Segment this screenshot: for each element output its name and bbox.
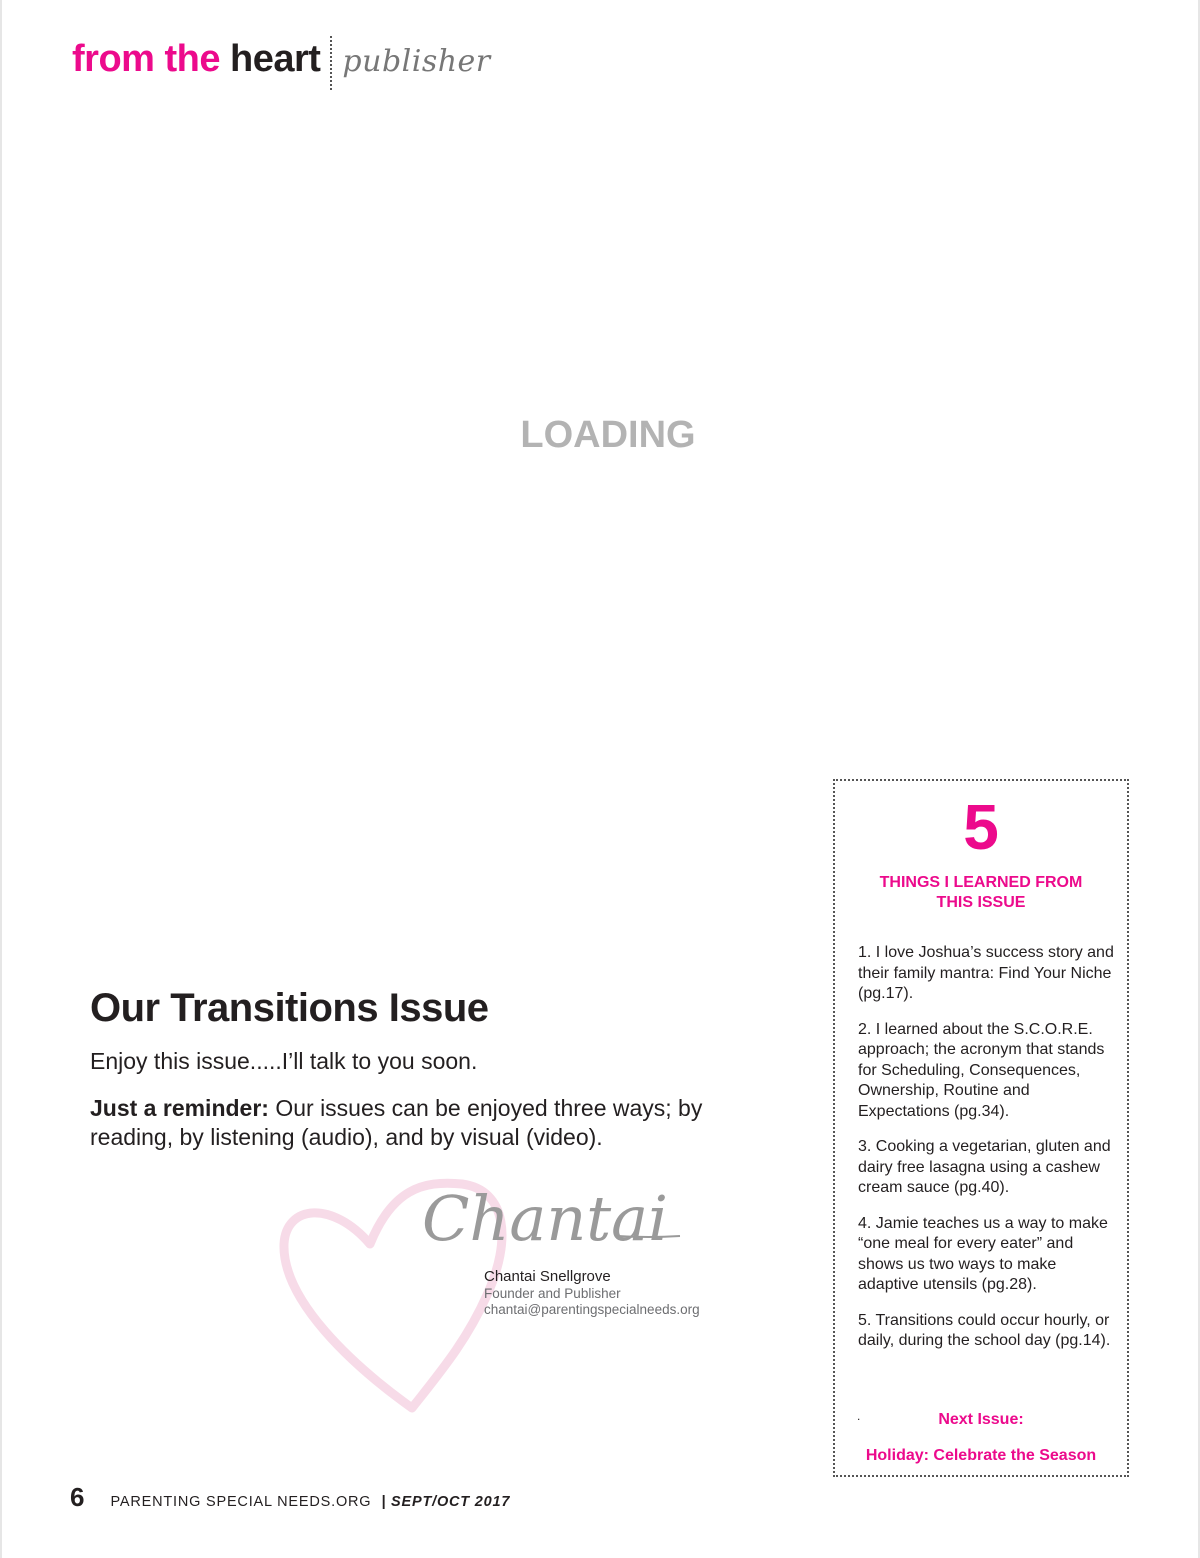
sidebar-number: 5 bbox=[963, 791, 999, 863]
sidebar-heading: THINGS I LEARNED FROM THIS ISSUE bbox=[879, 874, 1083, 911]
section-title-light: from the bbox=[72, 38, 220, 80]
list-item: 4. Jamie teaches us a way to make “one meal for every eater” and shows us two ways to make adaptive utensils (pg.28). bbox=[858, 1214, 1108, 1293]
list-item: 3. Cooking a vegetarian, gluten and dairy free lasagna using a cashew cream sauce (pg.40). bbox=[858, 1138, 1111, 1196]
next-issue-label: Next Issue: bbox=[938, 1411, 1024, 1428]
list-item: 5. Transitions could occur hourly, or daily, during the school day (pg.14). bbox=[858, 1311, 1111, 1349]
article-lead: Enjoy this issue.....I’ll talk to you soon. bbox=[90, 1048, 478, 1074]
signer-block bbox=[484, 1268, 700, 1317]
signer-name: Chantai Snellgrove bbox=[484, 1268, 611, 1285]
section-title-strong: heart bbox=[230, 38, 321, 80]
loading-indicator: LOADING bbox=[520, 414, 696, 456]
signature-image bbox=[418, 1170, 688, 1260]
page-left-edge bbox=[0, 0, 2, 1558]
sidebar-list bbox=[858, 943, 1114, 1367]
signer-email[interactable]: chantai@parentingspecialneeds.org bbox=[484, 1302, 700, 1317]
page-number: 6 bbox=[70, 1482, 85, 1512]
page-footer bbox=[70, 1482, 510, 1513]
section-subtitle: publisher bbox=[342, 44, 491, 79]
next-issue-title: Holiday: Celebrate the Season bbox=[865, 1447, 1097, 1464]
signature-script: Chantai bbox=[422, 1182, 668, 1255]
section-title bbox=[72, 36, 320, 82]
sidebar-dot: . bbox=[857, 1409, 861, 1423]
list-item: 2. I learned about the S.C.O.R.E. approach; the acronym that stands for Scheduling, Consequences, Ownership, Routine and Expectations (pg.34). bbox=[858, 1020, 1105, 1120]
header-divider bbox=[330, 36, 332, 90]
footer-issue: | SEPT/OCT 2017 bbox=[381, 1494, 511, 1510]
list-item: 1. I love Joshua’s success story and their family mantra: Find Your Niche (pg.17). bbox=[858, 944, 1114, 1002]
article-title: Our Transitions Issue bbox=[90, 986, 489, 1030]
signer-role: Founder and Publisher bbox=[484, 1286, 621, 1301]
section-header bbox=[72, 36, 491, 92]
learned-sidebar bbox=[833, 779, 1129, 1477]
reminder-text: Our issues can be enjoyed three ways; by reading, by listening (audio), and by visual (video). bbox=[90, 1095, 703, 1150]
article-reminder bbox=[90, 1094, 780, 1152]
reminder-label: Just a reminder: bbox=[90, 1095, 269, 1121]
footer-site: PARENTING SPECIAL NEEDS.ORG bbox=[110, 1494, 372, 1510]
